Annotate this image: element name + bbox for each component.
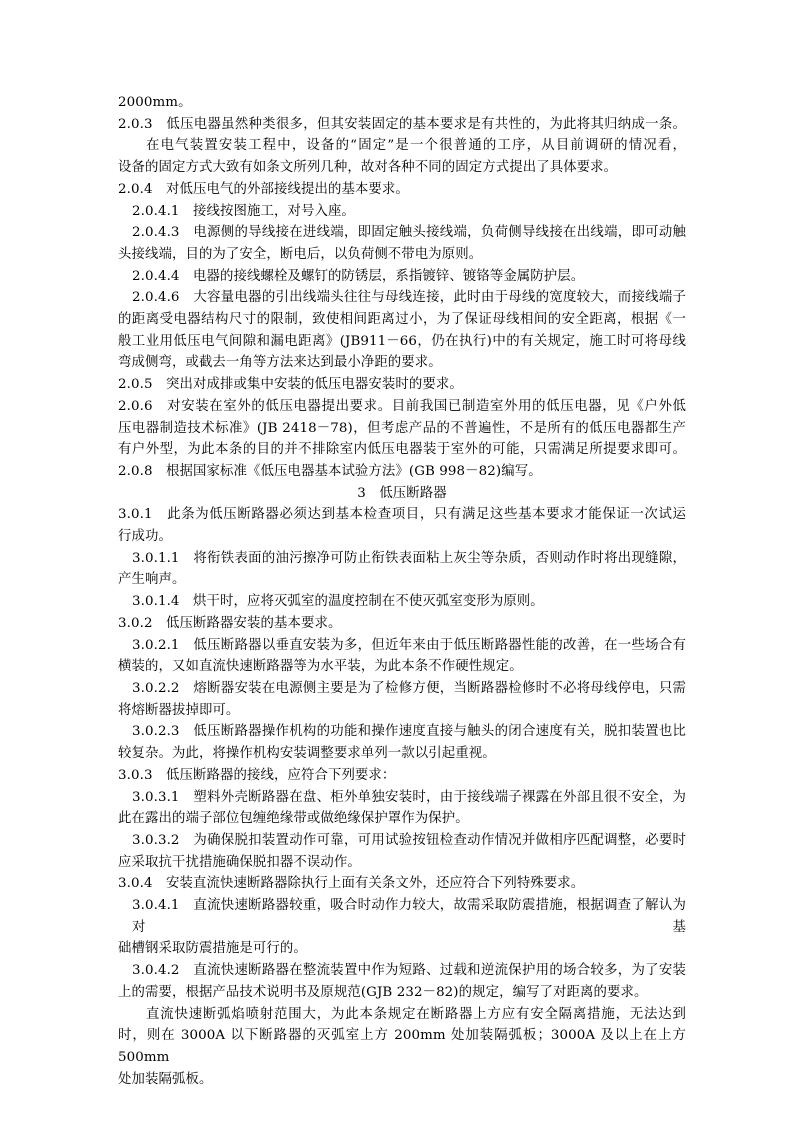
text-line: 在电气装置安装工程中，设备的“固定”是一个很普通的工序，从目前调研的情况看， — [146, 138, 686, 154]
text-line: 3.0.2.2 熔断器安装在电源侧主要是为了检修方便，当断路器检修时不必将母线停电，只需 — [132, 680, 686, 696]
text-line: 横装的，又如直流快速断路器等为水平装，为此本条不作硬性规定。 — [118, 659, 523, 675]
text-line: 3.0.4.1 直流快速断路器较重，吸合时动作力较大，故需采取防震措施，根据调查了解认为对基 — [132, 898, 686, 935]
text-line: 处加装隔弧板。 — [118, 1071, 213, 1087]
text-line: 3.0.1 此条为低压断路器必须达到基本检查项目，只有满足这些基本要求才能保证一次试运 — [118, 507, 686, 523]
text-line: 3.0.2 低压断路器安装的基本要求。 — [118, 615, 342, 631]
text-line: 2.0.5 突出对成排或集中安装的低压电器安装时的要求。 — [118, 377, 463, 393]
text-line: 3.0.4.2 直流快速断路器在整流装置中作为短路、过载和逆流保护用的场合较多，为了安装 — [132, 963, 686, 979]
text-line: 时，则在 3000A 以下断路器的灭弧室上方 200mm 处加装隔弧板；3000A 及以上在上方 500mm — [118, 1028, 686, 1065]
text-line: 3.0.1.4 烘干时，应将灭弧室的温度控制在不使灭弧室变形为原则。 — [132, 594, 544, 610]
text-line: 3.0.3.2 为确保脱扣装置动作可靠，可用试验按钮检查动作情况并做相序匹配调整，必要时 — [132, 832, 686, 848]
text-line: 3.0.1.1 将衔铁表面的油污擦净可防止衔铁表面粘上灰尘等杂质，否则动作时将出现缝隙， — [132, 550, 686, 566]
text-line: 2.0.4 对低压电气的外部接线提出的基本要求。 — [118, 181, 409, 197]
text-line: 3.0.4 安装直流快速断路器除执行上面有关条文外，还应符合下列特殊要求。 — [118, 876, 585, 892]
section-heading: 3 低压断路器 — [357, 485, 447, 501]
text-line: 2.0.4.1 接线按图施工，对号入座。 — [132, 203, 355, 219]
text-line: 3.0.3.1 塑料外壳断路器在盘、柜外单独安装时，由于接线端子裸露在外部且很不安全，为 — [132, 789, 686, 805]
text-line: 2.0.6 对安装在室外的低压电器提出要求。目前我国已制造室外用的低压电器，见《户外低 — [118, 398, 686, 414]
text-line: 将熔断器拔掉即可。 — [118, 702, 240, 718]
text-line: 有户外型，为此本条的目的并不排除室内低压电器装于室外的可能，只需满足所提要求即可。 — [118, 442, 686, 458]
text-line: 2.0.8 根据国家标准《低压电器基本试验方法》(GB 998－82)编写。 — [118, 463, 542, 479]
text-line: 2.0.4.3 电源侧的导线接在进线端，即固定触头接线端，负荷侧导线接在出线端，即可动触 — [132, 225, 686, 241]
text-line: 2.0.3 低压电器虽然种类很多，但其安装固定的基本要求是有共性的，为此将其归纳成一条。 — [118, 116, 686, 132]
text-line: 设备的固定方式大致有如条文所列几种，故对各种不同的固定方式提出了具体要求。 — [118, 160, 618, 176]
text-line: 弯成侧弯，或截去一角等方法来达到最小净距的要求。 — [118, 355, 442, 371]
text-line: 3.0.2.1 低压断路器以垂直安装为多，但近年来由于低压断路器性能的改善，在一些场合有 — [132, 637, 686, 653]
text-line: 产生响声。 — [118, 572, 186, 588]
text-line: 上的需要，根据产品技术说明书及原规范(GJB 232－82)的规定，编写了对距离的要求。 — [118, 984, 648, 1000]
text-line: 较复杂。为此，将操作机构安装调整要求单列一款以引起重视。 — [118, 746, 496, 762]
text-line: 的距离受电器结构尺寸的限制，致使相间距离过小，为了保证母线相间的安全距离，根据《一 — [118, 312, 686, 328]
text-line: 头接线端，目的为了安全，断电后，以负荷侧不带电为原则。 — [118, 246, 483, 262]
text-line: 此在露出的端子部位包缠绝缘带或做绝缘保护罩作为保护。 — [118, 811, 469, 827]
text-line: 直流快速断弧焰喷射范围大，为此本条规定在断路器上方应有安全隔离措施，无法达到 — [146, 1006, 686, 1022]
text-line: 2.0.4.6 大容量电器的引出线端头往往与母线连接，此时由于母线的宽度较大，而接线端子 — [132, 290, 686, 306]
text-line: 压电器制造技术标准》(JB 2418－78)，但考虑产品的不普遍性，不是所有的低压电器都生产 — [118, 420, 686, 436]
text-line: 3.0.3 低压断路器的接线，应符合下列要求： — [118, 767, 396, 783]
text-line: 2.0.4.4 电器的接线螺栓及螺钉的防锈层，系指镀锌、镀铬等金属防护层。 — [132, 268, 585, 284]
text-line: 应采取抗干扰措施确保脱扣器不误动作。 — [118, 854, 361, 870]
text-line: 2000mm。 — [118, 95, 192, 110]
text-line: 础槽钢采取防震措施是可行的。 — [118, 941, 307, 957]
document-page — [118, 92, 686, 1090]
text-line: 行成功。 — [118, 529, 172, 545]
text-line: 般工业用低压电气间隙和漏电距离》(JB911－66，仍在执行)中的有关规定，施工时可将母线 — [118, 333, 686, 349]
text-line: 3.0.2.3 低压断路器操作机构的功能和操作速度直接与触头的闭合速度有关，脱扣装置也比 — [132, 724, 686, 740]
